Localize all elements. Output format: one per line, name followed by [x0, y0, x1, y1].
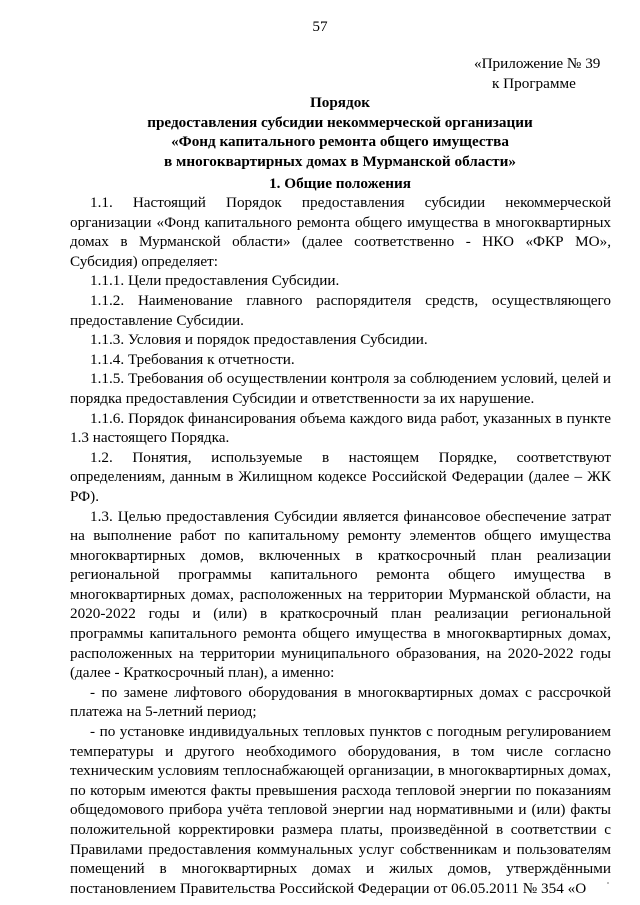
document-title [70, 93, 610, 171]
paragraph-1-1-4: 1.1.4. Требования к отчетности. [90, 350, 295, 368]
paragraph-1-1-5: 1.1.5. Требования об осуществлении контроля за соблюдением условий, целей и порядка предоставления Субсидии и ответственности за их нарушение. [70, 370, 611, 407]
paragraph-1-1-1: 1.1.1. Цели предоставления Субсидии. [90, 272, 340, 290]
scan-speck [607, 882, 609, 884]
section-heading: 1. Общие положения [269, 175, 411, 192]
paragraph-1-1-2: 1.1.2. Наименование главного распорядителя средств, осуществляющего предоставление Субсидии. [70, 291, 611, 329]
document-body [70, 193, 611, 898]
paragraph-1-2: 1.2. Понятия, используемые в настоящем Порядке, соответствуют определениям, данным в Жилищном кодексе Российской Федерации (далее – ЖК РФ). [70, 448, 611, 505]
title-line-4: в многоквартирных домах в Мурманской области» [164, 152, 516, 170]
list-item-elevators: - по замене лифтового оборудования в многоквартирных домах с рассрочкой платежа на 5-летний период; [70, 683, 611, 721]
appendix-line-2: к Программе [492, 74, 576, 92]
title-line-2: предоставления субсидии некоммерческой организации [147, 113, 533, 131]
paragraph-1-1-6: 1.1.6. Порядок финансирования объема каждого вида работ, указанных в пункте 1.3 настоящего Порядка. [70, 409, 611, 447]
title-line-1: Порядок [309, 94, 371, 111]
page-number: 57 [312, 18, 328, 35]
title-line-3: «Фонд капитального ремонта общего имущества [171, 133, 509, 151]
paragraph-1-1-3: 1.1.3. Условия и порядок предоставления Субсидии. [90, 331, 428, 349]
paragraph-1-3: 1.3. Целью предоставления Субсидии является финансовое обеспечение затрат на выполнение работ по капитальному ремонту элементов общего имущества многоквартирных домов, включенных в краткосрочный план реализации региональной программы капитального ремонта общего имущества в многоквартирных домах, расположенных на территории Мурманской области, на 2020-2022 годы и (или) в краткосрочный план реализации региональной программы капитального ремонта общего имущества в многоквартирных домах, расположенных на территории муниципального образования, на 2020-2022 годы (далее - Краткосрочный план), а именно: [70, 507, 611, 682]
paragraph-1-1: 1.1. Настоящий Порядок предоставления субсидии некоммерческой организации «Фонд капитального ремонта общего имущества в многоквартирных домах в Мурманской области» (далее соответственно - НКО «ФКР МО», Субсидия) определяет: [70, 194, 611, 270]
list-item-heating-units: - по установке индивидуальных тепловых пунктов с погодным регулированием температуры и другого необходимого оборудования, в том числе согласно техническим условиям теплоснабжающей организации, в многоквартирных домах, по которым имеются факты превышения расхода тепловой энергии по показаниям общедомового прибора учёта тепловой энергии над нормативными и (или) факты положительной корректировки размера платы, произведённой в соответствии с Правилами предоставления коммунальных услуг собственникам и пользователям помещений в многоквартирных домах и жилых домов, утверждёнными постановлением Правительства Российской Федерации от 06.05.2011 № 354 «О [70, 723, 611, 897]
appendix-reference [474, 54, 624, 93]
appendix-line-1: «Приложение № 39 [474, 55, 601, 72]
